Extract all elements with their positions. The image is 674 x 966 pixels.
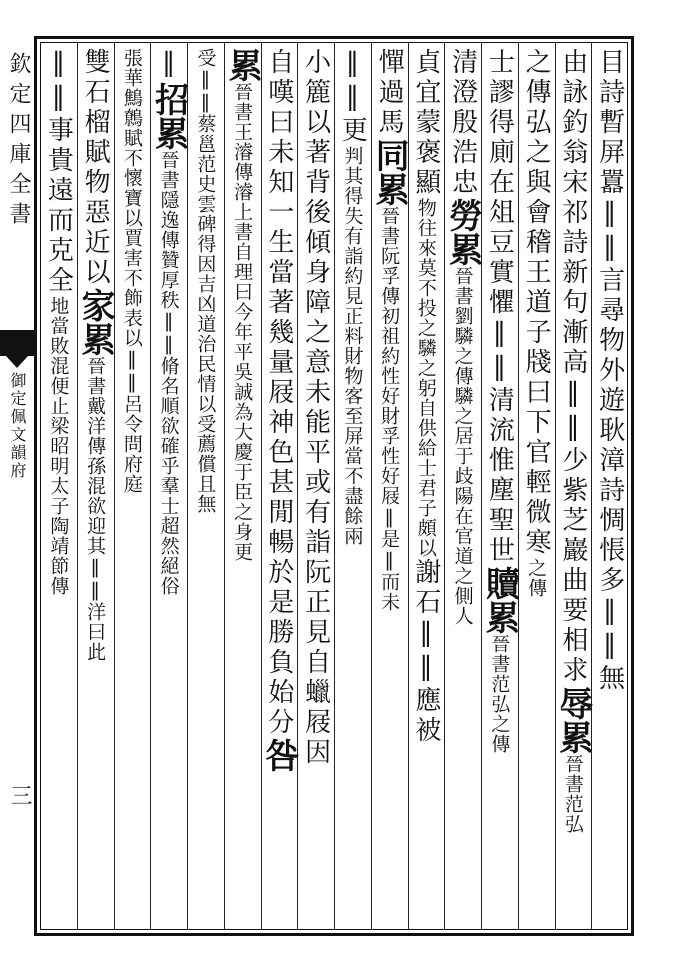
column-text: 雙石榴賦物惡近以 [80,48,111,288]
annotation-text: 晉書戴洋傳孫混欲迎其‖‖洋曰此 [84,356,107,662]
text-column [335,48,369,546]
annotation-text: 晉書阮孚傳初祖約性好財孚性好屐‖是‖而未 [378,206,401,612]
column-text: ‖ [153,48,184,82]
annotation-text: 晉書范弘之傳 [488,634,511,754]
annotation-text: 張華鷦鷯賦不懷寶以賈害不飾表以‖‖呂令問府庭 [120,48,143,494]
fish-tail-mark [0,330,34,356]
text-column [519,48,553,598]
annotation-text: 受‖‖蔡邕范史雲碑得因吉凶道治民情以受薦償且無 [194,48,217,514]
text-column [442,48,483,626]
entry-heading: 招累 [148,82,189,150]
text-column [369,48,410,612]
entry-heading: 贖累 [479,566,520,634]
text-column [41,48,75,596]
annotation-text: 晉書隱逸傳贊厚秩‖‖脩名順欲確乎羣士超然絕俗 [157,150,180,596]
annotation-text: 地當敗混便止梁昭明太子陶靖節傳 [47,296,70,596]
text-column [188,48,222,514]
column-text: 自嘆曰未知一生當著幾量屐神色甚閒暢於是勝負始分 [263,48,294,738]
entry-heading: 辱累 [552,686,593,754]
column-text: ‖‖更 [337,48,368,146]
entry-heading: 家累 [75,288,116,356]
entry-heading: 同累 [369,138,410,206]
annotation-text: 晉書劉驎之傳驎之居于歧陽在官道之側人 [451,266,474,626]
text-column [409,48,443,746]
column-text: 謝石‖‖應被 [410,558,441,746]
column-text: 之傳弘之與會稽王道子牋曰下官輕微寒 [521,48,552,558]
margin-strip [0,42,34,922]
column-text: 目詩暫屏囂‖‖言尋物外遊耿漳詩惆悵多‖‖無 [594,48,625,694]
annotation-text: 之傳 [525,558,548,598]
text-column [299,48,333,768]
column-text: 小簏以著背後傾身障之意未能平或有詣阮正見自蠟屐因 [300,48,331,768]
text-column [115,48,149,494]
text-column [222,48,263,562]
book-title: 欽定四庫全書 [6,52,31,232]
entry-heading: 咎 [258,738,299,772]
annotation-text: 物往來莫不投之驎之躬自供給士君子頗以 [414,198,437,558]
page-number: 三 [7,784,32,806]
column-text: 士謬得廁在俎豆實懼‖‖清流惟塵聖世 [484,48,515,566]
annotation-text: 判其得失有詣約見正料財物客至屏當不盡餘兩 [341,146,364,546]
volume-title: 御定佩文韻府 [8,372,27,480]
column-text: 清澄殷浩忠 [447,48,478,198]
column-text: 貞宜蒙褒顯 [410,48,441,198]
annotation-text: 晉書范弘 [561,754,584,834]
column-text: ‖‖事貴遠而克全 [43,48,74,296]
text-column [479,48,520,754]
text-column [258,48,299,772]
entry-heading: 勞累 [442,198,483,266]
entry-heading: 累 [222,48,263,82]
column-text: 憚過馬 [374,48,405,138]
text-column [148,48,189,596]
annotation-text: 晉書王濬傳濬上書自理曰今年平吳誠為大慶于臣之身更 [231,82,254,562]
text-column [593,48,627,694]
column-text: 由詠釣翁宋祁詩新句漸高‖‖少紫芝巖曲要相求 [557,48,588,686]
text-column [75,48,116,662]
text-column [552,48,593,834]
